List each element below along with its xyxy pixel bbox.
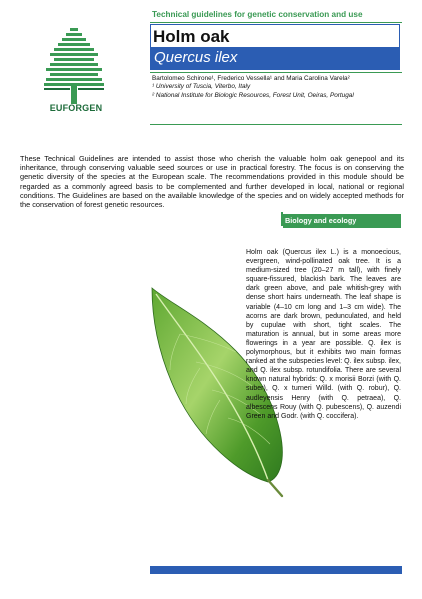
authors-bottom-rule: [150, 124, 402, 125]
authors-top-rule: [150, 72, 402, 73]
series-divider: [150, 22, 402, 23]
footer-bar: [150, 566, 402, 574]
series-title: Technical guidelines for genetic conservation and use: [150, 8, 402, 22]
latin-name: Quercus ilex: [151, 47, 399, 69]
body-paragraph: Holm oak (Quercus ilex L.) is a monoecious, evergreen, wind-pollinated oak tree. It is a medium-sized tree (20–27 m tall), with finely square-fissured, blackish bark. The leaves are dark green above, and pale whitish-grey with dense short hairs underneath. The leaf shape is variable (4–10 cm long and 1–3 cm wide). The acorns are dark brown, pedunculated, and held by cupulae with short, tight scales. The maturation is annual, but in some areas more flowerings in a year are possible. Q. ilex is polymorphous, but it exhibits two main formas ranked at the subspecies level: Q. ilex subsp. ilex, and Q. ilex subsp. rotundifolia. There are several known natural hybrids: Q. x morisii Borzi (with Q. suber), Q. x turneri Willd. (with Q. robur), Q. audleyensis Henry (with Q. petraea), Q. albescens Rouy (with Q. pubescens), Q. auzendi Green and Godr. (with Q. coccifera).: [246, 249, 401, 420]
affiliation-1: ¹ University of Tuscia, Viterbo, Italy: [152, 83, 251, 91]
section-heading: Biology and ecology: [283, 214, 401, 228]
title-box: [150, 24, 400, 70]
page-title: Holm oak: [153, 27, 230, 46]
affiliation-2: ² National Institute for Biologic Resources, Forest Unit, Oeiras, Portugal: [152, 91, 354, 99]
logo-text: EUFORGEN: [49, 103, 103, 113]
author-names: Bartolomeo Schirone¹, Frederico Vessella¹ and Maria Carolina Varela²: [152, 75, 350, 82]
intro-paragraph: These Technical Guidelines are intended to assist those who cherish the valuable holm oak genepool and its inheritance, through conserving valuable seed sources or use in practical forestry. The focus is on conserving the genetic diversity of the species at the European scale. The recommendations provided in this module should be regarded as a commonly agreed basis to be complemented and further developed in local, national or regional conditions. The Guidelines are based on the available knowledge of the species and on widely accepted methods for the conservation of forest genetic resources.: [20, 154, 404, 210]
tree-icon: [44, 26, 104, 108]
authors-block: [152, 75, 402, 100]
